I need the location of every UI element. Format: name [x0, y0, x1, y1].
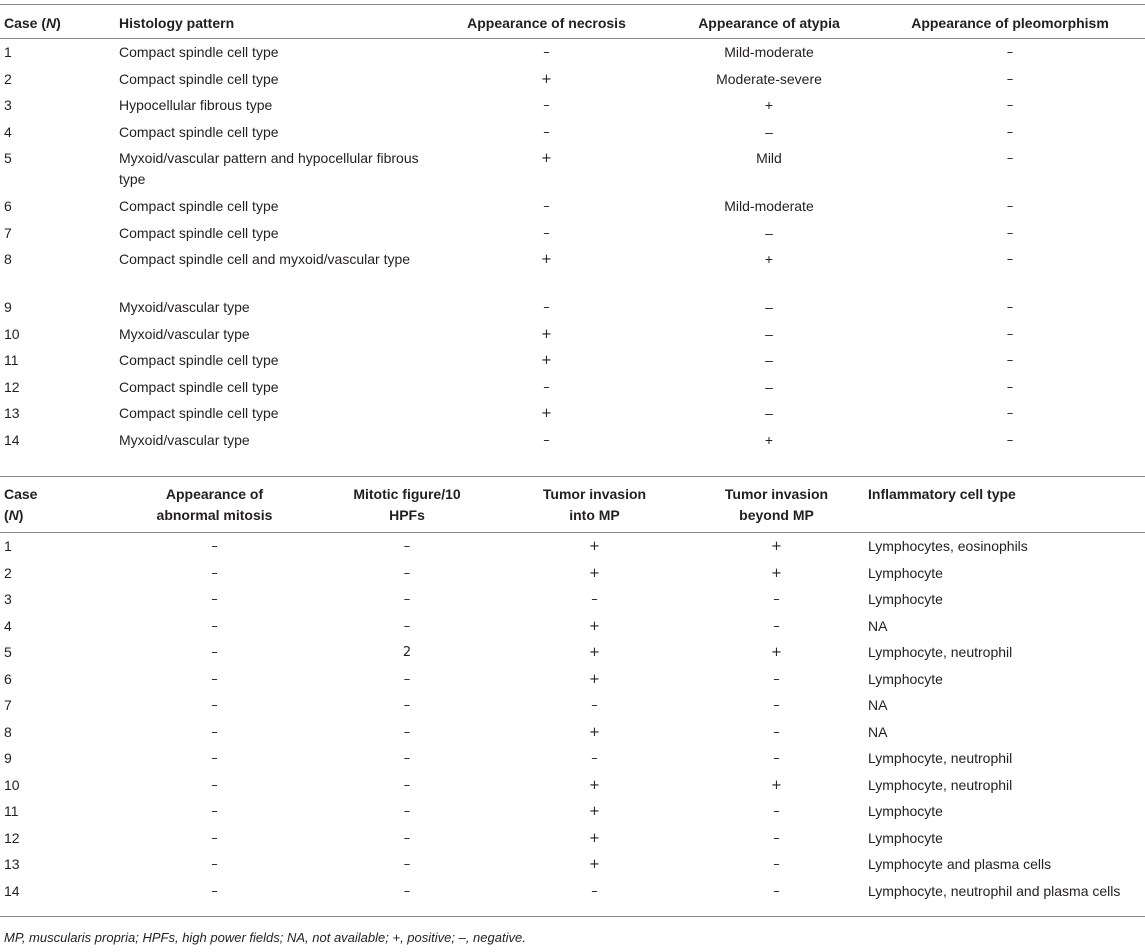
abnormal-mitosis-cell: –: [211, 565, 218, 581]
case-cell: 5: [4, 150, 12, 166]
table-footnote: MP, muscularis propria; HPFs, high power fields; NA, not available; +, positive; –, negative.: [4, 930, 526, 945]
histology-cell: Compact spindle cell type: [119, 123, 279, 140]
table-top-rule: [0, 4, 1145, 5]
necrosis-cell: –: [543, 225, 550, 241]
table-row: [0, 665, 1145, 692]
table-row: [0, 532, 1145, 559]
histology-cell: Hypocellular fibrous type: [119, 97, 273, 113]
abnormal-mitosis-cell: –: [211, 857, 218, 872]
pleomorphism-cell: –: [1006, 225, 1014, 241]
invasion-into-mp-cell: +: [589, 618, 600, 634]
case-cell: 13: [4, 856, 20, 872]
histology-table-body: [0, 38, 1145, 452]
atypia-cell: +: [764, 431, 774, 448]
inflammatory-cell-type-cell: Lymphocyte and plasma cells: [868, 856, 1052, 872]
necrosis-cell: –: [543, 199, 550, 214]
case-cell: 12: [4, 378, 20, 395]
header-abnormal-mitosis: Appearance of abnormal mitosis: [156, 486, 273, 523]
header-invasion-into-mp: Tumor invasion into MP: [542, 486, 647, 523]
atypia-cell: Moderate-severe: [716, 70, 822, 87]
case-cell: 14: [4, 431, 20, 448]
invasion-beyond-mp-cell: –: [773, 698, 780, 713]
mitotic-figure-cell: –: [403, 751, 411, 766]
necrosis-cell: –: [543, 45, 550, 60]
table-row: [0, 744, 1145, 771]
histology-cell: Compact spindle cell type: [119, 378, 279, 395]
inflammatory-cell-type-cell: Lymphocyte: [868, 591, 943, 607]
table-row: [0, 877, 1145, 904]
invasion-into-mp-cell: +: [589, 857, 600, 872]
pleomorphism-cell: –: [1006, 406, 1014, 421]
histology-cell: Compact spindle cell type: [119, 70, 279, 87]
header-mitotic-figure: Mitotic figure/10 HPFs: [353, 486, 461, 523]
mitotic-figure-cell: –: [403, 883, 411, 899]
table-row: [0, 65, 1145, 92]
abnormal-mitosis-cell: –: [211, 804, 218, 819]
necrosis-cell: –: [543, 379, 550, 395]
invasion-beyond-mp-cell: +: [771, 777, 782, 793]
inflammatory-cell-type-cell: NA: [868, 697, 888, 713]
atypia-cell: Mild-moderate: [724, 198, 814, 214]
invasion-into-mp-cell: +: [589, 645, 600, 660]
case-cell: 6: [4, 670, 12, 687]
histology-cell: Myxoid/vascular pattern and hypocellular fibrous type: [119, 150, 419, 187]
case-cell: 3: [4, 591, 12, 607]
case-cell: 11: [4, 803, 19, 819]
invasion-into-mp-cell: –: [591, 751, 598, 766]
pleomorphism-cell: –: [1006, 124, 1014, 140]
atypia-cell: –: [765, 405, 773, 421]
invasion-table: [0, 484, 1145, 903]
mitotic-figure-cell: –: [403, 539, 411, 554]
mitotic-figure-cell: –: [403, 698, 411, 713]
pleomorphism-cell: –: [1006, 353, 1014, 368]
case-cell: 10: [4, 776, 20, 793]
header-necrosis: Appearance of necrosis: [467, 15, 626, 31]
pleomorphism-cell: –: [1006, 379, 1014, 395]
necrosis-cell: +: [541, 406, 552, 421]
invasion-into-mp-cell: –: [591, 698, 598, 713]
table-row: [0, 91, 1145, 118]
invasion-into-mp-cell: +: [589, 565, 600, 581]
pleomorphism-cell: –: [1006, 432, 1014, 448]
case-cell: 6: [4, 198, 12, 214]
atypia-cell: +: [764, 97, 774, 113]
inflammatory-cell-type-cell: Lymphocytes, eosinophils: [868, 538, 1028, 554]
table-row: [0, 426, 1145, 453]
case-cell: 2: [4, 564, 12, 581]
pleomorphism-cell: –: [1006, 45, 1014, 60]
mitotic-figure-cell: –: [403, 724, 411, 740]
invasion-beyond-mp-cell: –: [773, 724, 780, 740]
atypia-cell: +: [764, 251, 774, 267]
histology-cell: Myxoid/vascular type: [119, 325, 250, 342]
table-row: [0, 293, 1145, 320]
abnormal-mitosis-cell: –: [211, 671, 218, 687]
pleomorphism-cell: –: [1006, 326, 1014, 342]
mitotic-figure-cell: –: [403, 804, 411, 819]
histology-table: [0, 13, 1145, 452]
table-row: [0, 144, 1145, 192]
header-case-2: Case (N): [4, 486, 38, 523]
case-cell: 7: [4, 697, 12, 713]
case-cell: 11: [4, 352, 19, 368]
abnormal-mitosis-cell: –: [211, 539, 218, 554]
necrosis-cell: +: [541, 71, 552, 87]
case-cell: 4: [4, 123, 12, 140]
necrosis-cell: +: [541, 326, 552, 342]
histology-cell: Compact spindle cell type: [119, 405, 279, 421]
invasion-into-mp-cell: +: [589, 724, 600, 740]
inflammatory-cell-type-cell: Lymphocyte, neutrophil: [868, 776, 1013, 793]
case-cell: 13: [4, 405, 20, 421]
histology-cell: Compact spindle cell and myxoid/vascular type: [119, 251, 411, 267]
abnormal-mitosis-cell: –: [211, 724, 218, 740]
inflammatory-cell-type-cell: NA: [868, 617, 888, 634]
pleomorphism-cell: –: [1006, 199, 1014, 214]
pleomorphism-cell: –: [1006, 252, 1014, 267]
invasion-table-body: [0, 532, 1145, 903]
histology-cell: Myxoid/vascular type: [119, 299, 250, 315]
histology-cell: Compact spindle cell type: [119, 198, 279, 214]
invasion-into-mp-cell: +: [589, 830, 600, 846]
invasion-into-mp-cell: +: [589, 539, 600, 554]
invasion-beyond-mp-cell: –: [773, 618, 780, 634]
pleomorphism-cell: –: [1006, 151, 1014, 166]
mitotic-figure-cell: –: [403, 671, 411, 687]
table-row: [0, 797, 1145, 824]
header-histology: Histology pattern: [119, 15, 235, 31]
histology-cell: Compact spindle cell type: [119, 352, 279, 368]
atypia-cell: –: [765, 299, 773, 315]
invasion-into-mp-cell: +: [589, 671, 600, 687]
invasion-into-mp-cell: +: [589, 777, 600, 793]
invasion-into-mp-cell: –: [591, 883, 598, 899]
case-cell: 8: [4, 251, 12, 267]
abnormal-mitosis-cell: –: [211, 618, 218, 634]
mitotic-figure-cell: –: [403, 830, 411, 846]
case-cell: 1: [4, 538, 12, 554]
atypia-cell: –: [765, 325, 773, 342]
invasion-beyond-mp-cell: –: [773, 830, 780, 846]
header-inflammatory-cell-type: Inflammatory cell type: [868, 486, 1016, 502]
abnormal-mitosis-cell: –: [211, 698, 218, 713]
table-row: [0, 192, 1145, 219]
invasion-beyond-mp-cell: –: [773, 883, 780, 899]
table-row: [0, 399, 1145, 426]
pleomorphism-cell: –: [1006, 98, 1014, 113]
case-cell: 8: [4, 723, 12, 740]
table-row: [0, 38, 1145, 65]
case-cell: 2: [4, 70, 12, 87]
inflammatory-cell-type-cell: Lymphocyte: [868, 829, 943, 846]
abnormal-mitosis-cell: –: [211, 883, 218, 899]
atypia-cell: –: [765, 378, 773, 395]
table-row: [0, 612, 1145, 639]
case-cell: 12: [4, 829, 20, 846]
table-row: [0, 346, 1145, 373]
table-row: [0, 373, 1145, 400]
mitotic-figure-cell: –: [403, 777, 411, 793]
abnormal-mitosis-cell: –: [211, 777, 218, 793]
table-row: [0, 718, 1145, 745]
case-cell: 7: [4, 224, 12, 241]
inflammatory-cell-type-cell: Lymphocyte, neutrophil: [868, 644, 1013, 660]
pleomorphism-cell: –: [1006, 71, 1014, 87]
table-row: [0, 850, 1145, 877]
necrosis-cell: +: [541, 252, 552, 267]
inflammatory-cell-type-cell: Lymphocyte, neutrophil: [868, 750, 1013, 766]
inflammatory-cell-type-cell: NA: [868, 723, 888, 740]
invasion-beyond-mp-cell: –: [773, 592, 780, 607]
table-bottom-rule: [0, 916, 1145, 917]
inflammatory-cell-type-cell: Lymphocyte: [868, 564, 943, 581]
abnormal-mitosis-cell: –: [211, 592, 218, 607]
atypia-cell: –: [765, 123, 773, 140]
case-cell: 9: [4, 750, 12, 766]
table-row: [0, 559, 1145, 586]
necrosis-cell: –: [543, 300, 550, 315]
inflammatory-cell-type-cell: Lymphocyte: [868, 670, 943, 687]
atypia-cell: –: [765, 352, 773, 368]
table-row: [0, 824, 1145, 851]
mitotic-figure-cell: –: [403, 592, 411, 607]
invasion-beyond-mp-cell: +: [771, 645, 782, 660]
inflammatory-cell-type-cell: Lymphocyte, neutrophil and plasma cells: [868, 882, 1121, 899]
header-case: Case (N): [4, 15, 61, 31]
invasion-beyond-mp-cell: –: [773, 857, 780, 872]
case-cell: 10: [4, 325, 20, 342]
atypia-cell: Mild: [756, 150, 782, 166]
mitotic-figure-cell: –: [403, 618, 411, 634]
invasion-beyond-mp-cell: –: [773, 751, 780, 766]
table-row: [0, 771, 1145, 798]
abnormal-mitosis-cell: –: [211, 645, 218, 660]
inflammatory-cell-type-cell: Lymphocyte: [868, 803, 943, 819]
case-cell: 3: [4, 97, 12, 113]
invasion-beyond-mp-cell: –: [773, 804, 780, 819]
case-cell: 4: [4, 617, 12, 634]
case-cell: 14: [4, 882, 20, 899]
necrosis-cell: +: [541, 353, 552, 368]
case-cell: 1: [4, 44, 12, 60]
invasion-beyond-mp-cell: +: [771, 539, 782, 554]
header-atypia: Appearance of atypia: [698, 15, 840, 31]
header-invasion-beyond-mp: Tumor invasion beyond MP: [724, 486, 829, 523]
invasion-into-mp-cell: +: [589, 804, 600, 819]
invasion-into-mp-cell: –: [591, 592, 598, 607]
histology-cell: Myxoid/vascular type: [119, 431, 250, 448]
table-row: [0, 320, 1145, 347]
abnormal-mitosis-cell: –: [211, 830, 218, 846]
table-row: [0, 638, 1145, 665]
table-row: [0, 245, 1145, 293]
table-row: [0, 585, 1145, 612]
header-pleomorphism: Appearance of pleomorphism: [911, 15, 1109, 31]
case-cell: 5: [4, 644, 12, 660]
pleomorphism-cell: –: [1006, 300, 1014, 315]
table-row: [0, 118, 1145, 145]
histology-cell: Compact spindle cell type: [119, 224, 279, 241]
necrosis-cell: +: [541, 151, 552, 166]
mitotic-figure-cell: –: [403, 857, 411, 872]
necrosis-cell: –: [543, 124, 550, 140]
mitotic-figure-cell: –: [403, 565, 411, 581]
necrosis-cell: –: [543, 98, 550, 113]
atypia-cell: –: [765, 224, 773, 241]
abnormal-mitosis-cell: –: [211, 751, 218, 766]
necrosis-cell: –: [543, 432, 550, 448]
table-row: [0, 219, 1145, 246]
invasion-beyond-mp-cell: –: [773, 671, 780, 687]
mitotic-figure-cell: 2: [402, 645, 412, 660]
atypia-cell: Mild-moderate: [724, 44, 814, 60]
case-cell: 9: [4, 299, 12, 315]
histology-cell: Compact spindle cell type: [119, 44, 279, 60]
table-row: [0, 691, 1145, 718]
table2-top-rule: [0, 476, 1145, 477]
invasion-beyond-mp-cell: +: [771, 565, 782, 581]
